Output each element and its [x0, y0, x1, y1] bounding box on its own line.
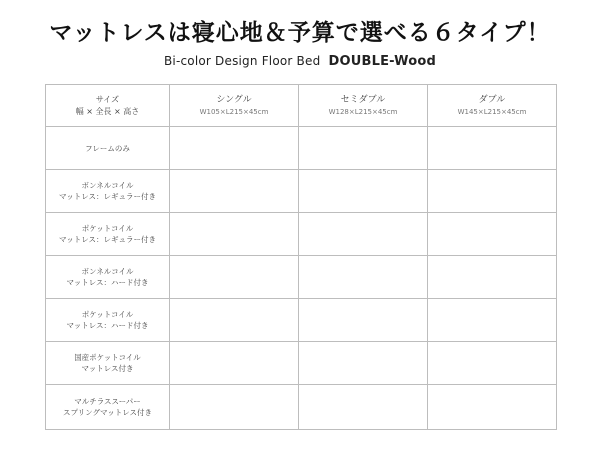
table-cell — [428, 170, 557, 213]
table-row — [46, 213, 557, 256]
table-cell — [299, 385, 428, 430]
table-cell — [170, 256, 299, 299]
table-cell — [299, 127, 428, 170]
row-label-cell — [46, 299, 170, 342]
column-dimensions: W105×L215×45cm — [199, 108, 269, 116]
table-cell — [299, 299, 428, 342]
row-label-cell — [46, 256, 170, 299]
column-name: シングル — [216, 95, 252, 105]
column-header-single — [170, 85, 299, 127]
table-cell — [170, 213, 299, 256]
subtitle-product-line: Bi-color Design Floor Bed — [163, 54, 321, 68]
row-label-line1: マルチラススーパー — [74, 397, 141, 406]
size-price-table — [45, 84, 557, 430]
row-label-line2: マットレス：レギュラー付き — [59, 192, 156, 201]
table-row — [46, 127, 557, 170]
corner-size-label: サイズ — [95, 94, 120, 104]
row-label-line1: ポケットコイル — [81, 310, 134, 319]
column-name: ダブル — [478, 95, 506, 105]
table-cell — [299, 170, 428, 213]
row-label-line1: ボンネルコイル — [81, 267, 134, 276]
row-label-line2: マットレス：レギュラー付き — [59, 235, 156, 244]
corner-cell — [46, 85, 170, 127]
row-label-cell — [46, 170, 170, 213]
table-row — [46, 170, 557, 213]
table-cell — [299, 213, 428, 256]
table-row — [46, 385, 557, 430]
table-cell — [299, 256, 428, 299]
table-cell — [170, 342, 299, 385]
column-header-semi-double — [299, 85, 428, 127]
table-cell — [428, 342, 557, 385]
table-cell — [428, 213, 557, 256]
headline: マットレスは寝心地＆予算で選べる６タイプ！ — [49, 20, 551, 46]
subtitle-model-name: DOUBLE-Wood — [328, 54, 437, 69]
table-cell — [428, 299, 557, 342]
row-label-line2: マットレス付き — [81, 364, 134, 373]
table-row — [46, 256, 557, 299]
column-dimensions: W128×L215×45cm — [328, 108, 398, 116]
row-label-cell — [46, 342, 170, 385]
table-row — [46, 299, 557, 342]
row-label-cell — [46, 213, 170, 256]
corner-dimension-label: 幅 × 全長 × 高さ — [75, 106, 140, 116]
column-name: セミダブル — [340, 95, 386, 105]
row-label-line1: ボンネルコイル — [81, 181, 134, 190]
table-row — [46, 342, 557, 385]
table-cell — [428, 127, 557, 170]
table-cell — [428, 385, 557, 430]
row-label-line2: マットレス：ハード付き — [66, 321, 149, 330]
row-label-line1: フレームのみ — [85, 143, 130, 153]
row-label-cell — [46, 127, 170, 170]
row-label-line2: マットレス：ハード付き — [66, 278, 149, 287]
table-cell — [299, 342, 428, 385]
table-cell — [170, 299, 299, 342]
column-dimensions: W145×L215×45cm — [457, 108, 527, 116]
subtitle — [0, 50, 600, 69]
row-label-line2: スプリングマットレス付き — [62, 408, 153, 417]
column-header-double — [428, 85, 557, 127]
table-cell — [170, 170, 299, 213]
table-cell — [170, 127, 299, 170]
row-label-cell — [46, 385, 170, 430]
table-cell — [170, 385, 299, 430]
table-cell — [428, 256, 557, 299]
row-label-line1: ポケットコイル — [81, 224, 134, 233]
row-label-line1: 国産ポケットコイル — [74, 353, 141, 362]
table-header-row — [46, 85, 557, 127]
